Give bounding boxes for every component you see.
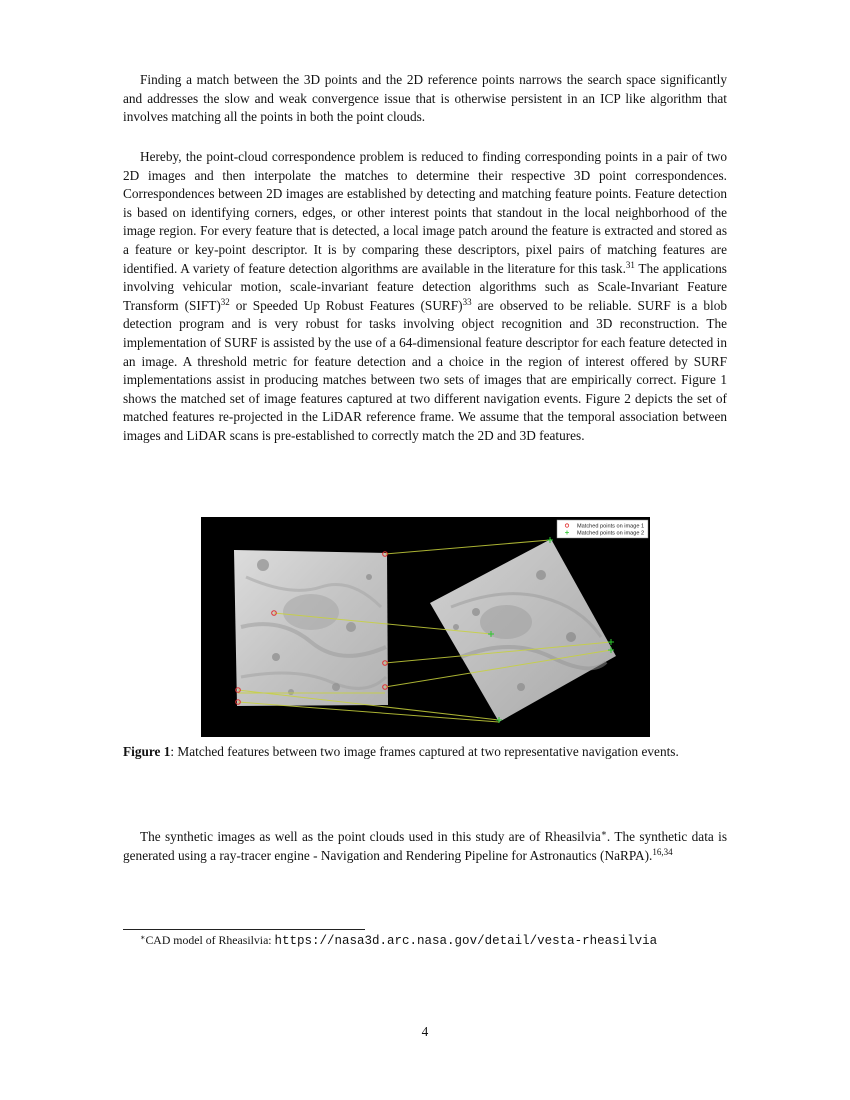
figure-caption <box>123 743 727 762</box>
p3-text-1: The synthetic images as well as the point clouds used in this study are of Rheasilvia <box>140 829 601 844</box>
paragraph-3 <box>123 828 727 865</box>
citations-16-34: 16,34 <box>652 846 673 857</box>
legend-item-2: Matched points on image 2 <box>577 530 645 537</box>
citation-32: 32 <box>220 296 230 307</box>
citation-33: 33 <box>462 296 472 307</box>
citation-31: 31 <box>625 259 635 270</box>
page-number: 4 <box>421 1024 429 1039</box>
legend <box>557 520 648 538</box>
figure-label: Figure 1 <box>123 744 171 759</box>
terrain-image-1 <box>234 550 388 706</box>
paragraph-1: Finding a match between the 3D points and the 2D reference points narrows the search space significantly and addresses the slow and weak convergence issue that is otherwise persistent in an ICP like algorithm that involves matching all the points in both the point clouds. <box>123 72 727 125</box>
p3-text-2: . The synthetic data is generated using a ray-tracer engine - Navigation and Rendering Pipeline for Astronautics (NaRPA). <box>123 829 727 863</box>
footnote-symbol: ∗ <box>140 933 146 942</box>
p2-text-3: or Speeded Up Robust Features (SURF) <box>229 297 463 313</box>
figure-1-image <box>201 517 650 737</box>
footnote <box>140 932 740 949</box>
p2-text-4: are observed to be reliable. SURF is a blob detection program and is very robust for tasks involving object recognition and 3D reconstruction. The implementation of SURF is assisted by the use of a 64-dimensional feature descriptor for each feature detected in an image. A threshold metric for feature detection and a choice in the region of interest offered by SURF implementations assist in producing matches between two sets of images that are empirically correct. Figure 1 shows the matched set of image features captured at two different navigation events. Figure 2 depicts the set of matched features re-projected in the LiDAR reference frame. We assume that the temporal association between images and LiDAR scans is pre-established to correctly match the 2D and 3D features. <box>123 297 728 443</box>
footnote-text: CAD model of Rheasilvia: <box>145 933 275 947</box>
footnote-url[interactable]: https://nasa3d.arc.nasa.gov/detail/vesta-rheasilvia <box>274 934 658 948</box>
footnote-mark: ∗ <box>600 828 607 838</box>
legend-item-1: Matched points on image 1 <box>577 523 645 530</box>
paragraph-2 <box>123 148 727 446</box>
figure-1 <box>201 517 650 737</box>
footnote-rule <box>123 929 365 930</box>
p2-text-1: Hereby, the point-cloud correspondence problem is reduced to finding corresponding points in a pair of two 2D images and then interpolate the matches to determine their respective 3D point correspondences. Correspondences between 2D images are established by detecting and matching feature points. Feature detection is based on identifying corners, edges, or other interest points that standout in the local neighborhood of the image region. For every feature that is detected, a local image patch around the feature is extracted and stored as a feature or key-point descriptor. It is by comparing these descriptors, pixel pairs of matching features are identified. A variety of feature detection algorithms are available in the literature for this task. <box>123 149 727 276</box>
p2-text-2: The applications involving vehicular motion, scale-invariant feature detection algorithms such as Scale-Invariant Feature Transform (SIFT) <box>123 260 727 313</box>
match-line <box>385 540 550 554</box>
figure-caption-text: : Matched features between two image frames captured at two representative navigation events. <box>170 744 679 759</box>
